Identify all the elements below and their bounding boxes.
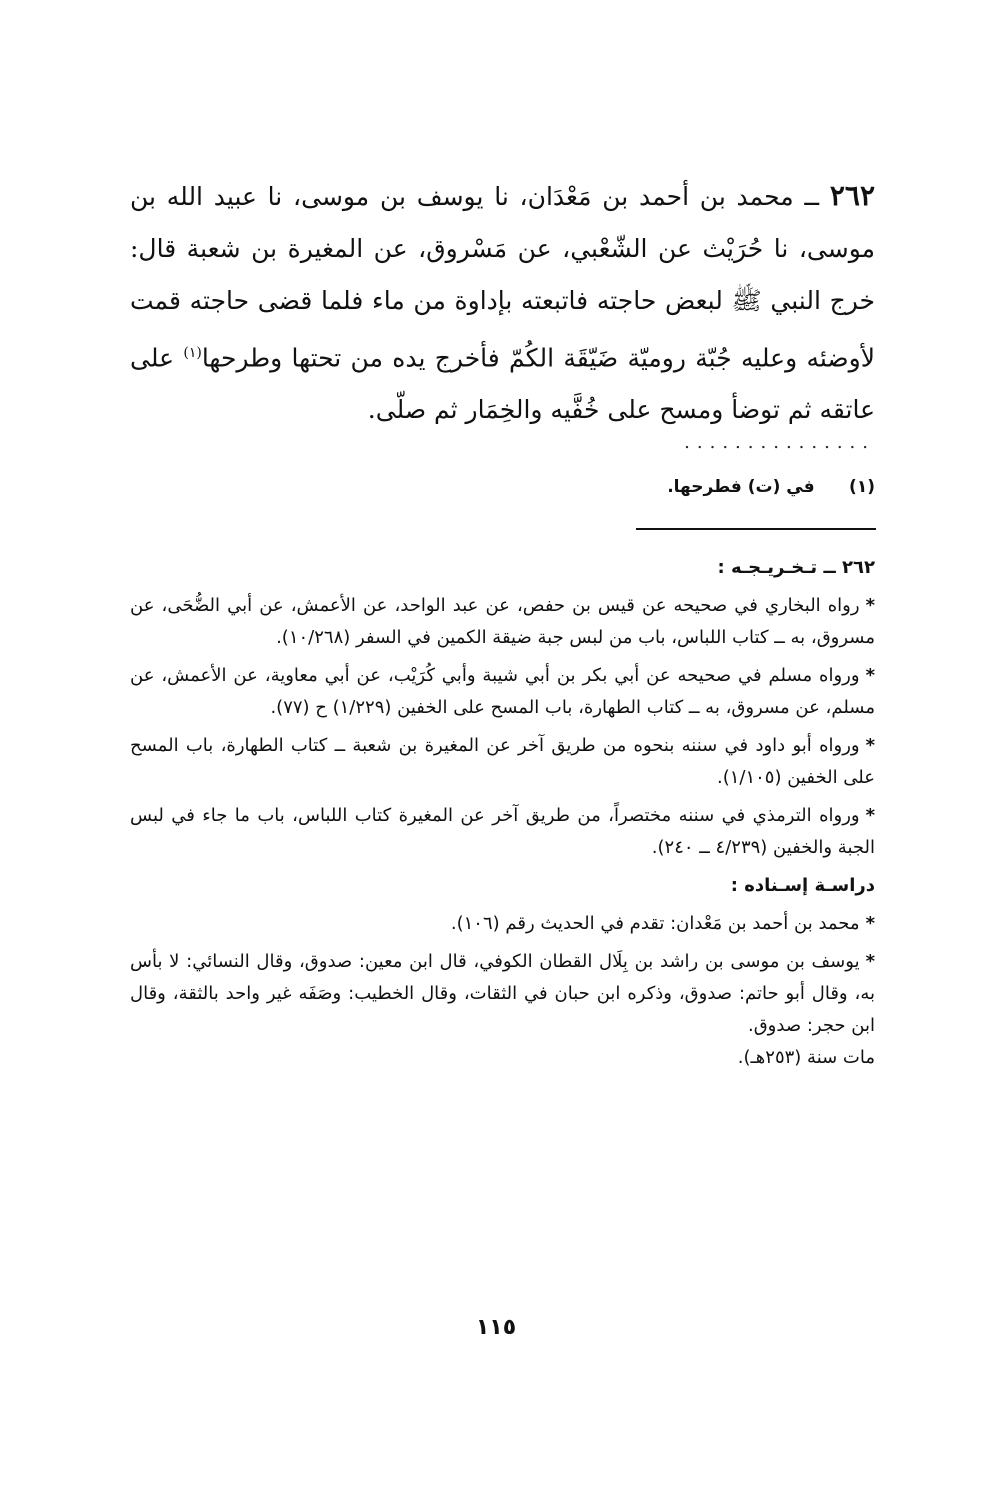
footnote: [500, 472, 875, 502]
isnad-item: [130, 908, 875, 940]
footnote-mark: (١): [849, 477, 875, 497]
hadith-body-end: على عاتقه ثم توضأ ومسح على خُفَّيه والخِمَار ثم صلّى.: [130, 343, 875, 425]
bullet-star: *: [865, 951, 875, 972]
hadith-body: ــ محمد بن أحمد بن مَعْدَان، نا يوسف بن موسى، نا عبيد الله بن موسى، نا حُرَيْث عن الشّعْبي، عن مَسْروق، عن المغيرة بن شعبة قال: خرج النبي ﷺ لبعض حاجته فاتبعته بإداوة من ماء فلما قضى حاجته قمت لأوضئه وعليه جُبّة روميّة ضَيّقَة الكُمّ فأخرج يده من تحتها وطرحها: [130, 182, 875, 373]
takhrij-paragraph: [130, 730, 875, 794]
footnote-divider: [636, 528, 876, 530]
hadith-text: [130, 170, 875, 436]
footnote-reference: (١): [183, 345, 202, 361]
footnote-text: في (ت) فطرحها.: [667, 477, 815, 497]
isnad-item-text: يوسف بن موسى بن راشد بن بِلَال القطان الكوفي، قال ابن معين: صدوق، وقال النسائي: لا بأس به، وقال أبو حاتم: صدوق، وذكره ابن حبان في الثقات، وقال الخطيب: وصَفَه غير واحد بالثقة، وقال ابن حجر: صدوق.: [130, 951, 875, 1036]
takhrij-paragraph-text: ورواه مسلم في صحيحه عن أبي بكر بن أبي شيبة وأبي كُرَيْب، عن أبي معاوية، عن الأعمش، عن مسلم، عن مسروق، به ــ كتاب الطهارة، باب المسح على الخفين (١/٢٢٩) ح (٧٧).: [130, 665, 875, 718]
isnad-item-text: محمد بن أحمد بن مَعْدان: تقدم في الحديث رقم (١٠٦).: [450, 913, 860, 934]
separator-dots: ...............: [684, 432, 875, 453]
takhrij-paragraph: [130, 800, 875, 864]
bullet-star: *: [865, 805, 875, 826]
takhrij-paragraph-text: ورواه أبو داود في سننه بنحوه من طريق آخر عن المغيرة بن شعبة ــ كتاب الطهارة، باب المسح على الخفين (١/١٠٥).: [130, 735, 875, 788]
takhrij-paragraph: [130, 660, 875, 724]
takhrij-paragraph: [130, 590, 875, 654]
isnad-heading: دراسـة إسـناده :: [730, 875, 875, 896]
page-number: ١١٥: [475, 1315, 517, 1340]
isnad-item: [130, 946, 875, 1042]
hadith-number: ٢٦٢: [829, 179, 875, 212]
bullet-star: *: [865, 595, 875, 616]
takhrij-section: [130, 552, 875, 1074]
bullet-star: *: [865, 735, 875, 756]
takhrij-paragraph-text: رواه البخاري في صحيحه عن قيس بن حفص، عن عبد الواحد، عن الأعمش، عن أبي الضُّحَى، عن مسروق، به ــ كتاب اللباس، باب من لبس جبة ضيقة الكمين في السفر (١٠/٢٦٨).: [130, 595, 875, 648]
death-note: مات سنة (٢٥٣هـ).: [737, 1047, 875, 1068]
bullet-star: *: [865, 913, 875, 934]
takhrij-paragraph-text: ورواه الترمذي في سننه مختصراً، من طريق آخر عن المغيرة كتاب اللباس، باب ما جاء في لبس الجبة والخفين (٤/٢٣٩ ــ ٢٤٠).: [130, 805, 875, 858]
bullet-star: *: [865, 665, 875, 686]
takhrij-heading: ٢٦٢ ــ تـخـريـجـه :: [717, 557, 875, 578]
